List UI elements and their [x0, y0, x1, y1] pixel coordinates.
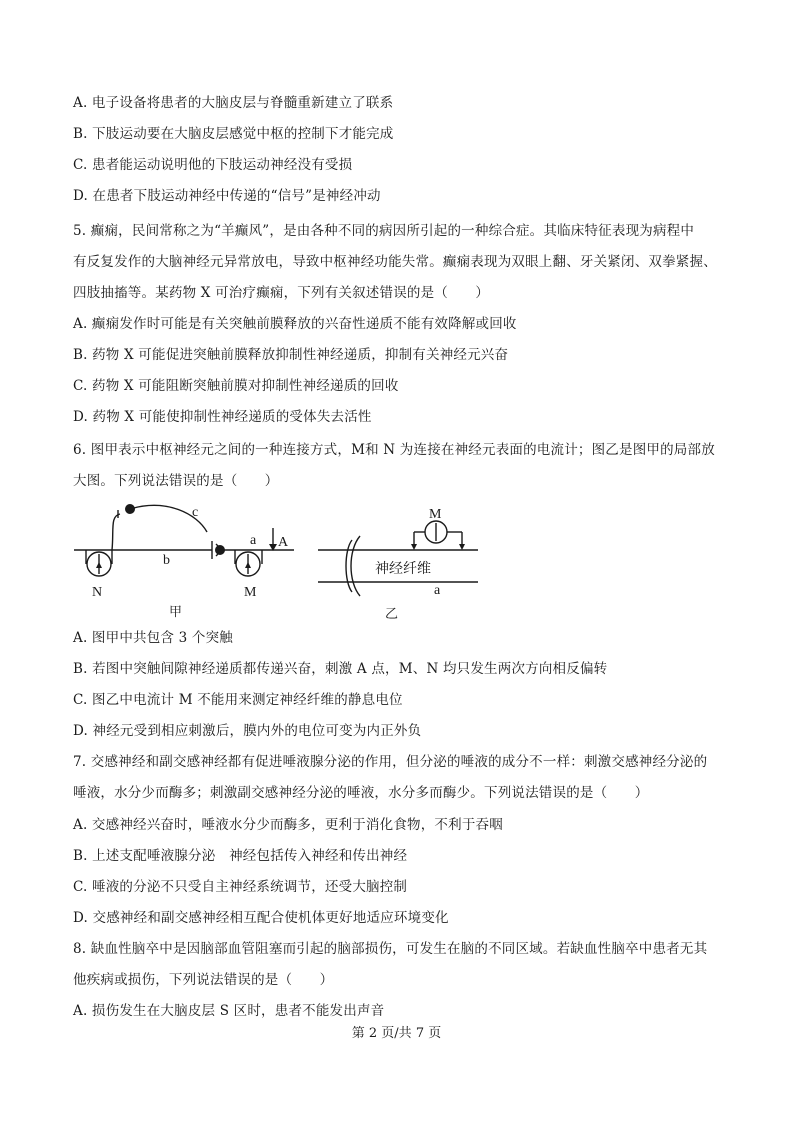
q4-option-b: B. 下肢运动要在大脑皮层感觉中枢的控制下才能完成: [73, 126, 394, 142]
soma-knob-top: [125, 504, 135, 514]
q5-stem-line3: 四肢抽搐等。某药物 X 可治疗癫痫，下列有关叙述错误的是（ ）: [73, 285, 490, 301]
label-stimulus-A: A: [278, 535, 289, 550]
q7-option-d: D. 交感神经和副交感神经相互配合使机体更好地适应环境变化: [73, 910, 449, 926]
myelin-left-2: [351, 536, 360, 596]
label-m2: M: [429, 507, 442, 522]
q7-stem-line2: 唾液，水分少而酶多；刺激副交感神经分泌的唾液，水分多而酶少。下列说法错误的是（ ）: [73, 785, 649, 801]
label-c: c: [192, 505, 199, 520]
caption-yi: 乙: [385, 607, 399, 622]
q6-option-c: C. 图乙中电流计 M 不能用来测定神经纤维的静息电位: [73, 692, 403, 708]
q5-option-d: D. 药物 X 可能使抑制性神经递质的受体失去活性: [73, 409, 372, 425]
label-b: b: [163, 553, 170, 568]
label-a2: a: [434, 583, 441, 598]
label-m: M: [244, 585, 257, 600]
q8-stem-line1: 8. 缺血性脑卒中是因脑部血管阻塞而引起的脑部损伤，可发生在脑的不同区域。若缺血性脑卒中患者无其: [73, 941, 708, 957]
q6-stem-line1: 6. 图甲表示中枢神经元之间的一种连接方式，M和 N 为连接在神经元表面的电流计；图乙是图甲的局部放: [73, 442, 715, 458]
q5-stem-line2: 有反复发作的大脑神经元异常放电，导致中枢神经功能失常。癫痫表现为双眼上翻、牙关紧闭、双拳紧握、: [73, 254, 717, 270]
q7-option-a: A. 交感神经兴奋时，唾液水分少而酶多，更利于消化食物，不利于吞咽: [73, 817, 503, 833]
page-footer: 第 2 页/共 7 页: [351, 1026, 442, 1041]
q6-option-d: D. 神经元受到相应刺激后，膜内外的电位可变为内正外负: [73, 723, 422, 739]
q4-option-d: D. 在患者下肢运动神经中传递的“信号”是神经冲动: [73, 188, 381, 204]
label-n: N: [92, 585, 103, 600]
q5-option-c: C. 药物 X 可能阻断突触前膜对抑制性神经递质的回收: [73, 378, 399, 394]
q6-option-b: B. 若图中突触间隙神经递质都传递兴奋，刺激 A 点，M、N 均只发生两次方向相反偏转: [73, 661, 608, 677]
q6-option-a: A. 图甲中共包含 3 个突触: [73, 630, 234, 646]
q4-option-a: A. 电子设备将患者的大脑皮层与脊髓重新建立了联系: [73, 95, 394, 111]
q8-stem-line2: 他疾病或损伤，下列说法错误的是（ ）: [73, 972, 334, 988]
caption-jia: 甲: [169, 605, 183, 620]
q7-option-c: C. 唾液的分泌不只受自主神经系统调节，还受大脑控制: [73, 879, 408, 895]
q7-stem-line1: 7. 交感神经和副交感神经都有促进唾液腺分泌的作用，但分泌的唾液的成分不一样：刺激交感神经分泌的: [73, 754, 708, 770]
q5-stem-line1: 5. 癫痫，民间常称之为“羊癫风”，是由各种不同的病因所引起的一种综合症。其临床特征表现为病程中: [73, 223, 695, 239]
label-nerve-fiber: 神经纤维: [375, 561, 431, 577]
q6-figure: [72, 500, 492, 622]
q5-option-b: B. 药物 X 可能促进突触前膜释放抑制性神经递质，抑制有关神经元兴奋: [73, 347, 509, 363]
synapse-knob-filled: [215, 545, 225, 555]
q5-option-a: A. 癫痫发作时可能是有关突触前膜释放的兴奋性递质不能有效降解或回收: [73, 316, 517, 332]
q8-option-a: A. 损伤发生在大脑皮层 S 区时，患者不能发出声音: [73, 1003, 385, 1019]
q6-stem-line2: 大图。下列说法错误的是（ ）: [73, 473, 279, 489]
branch-left: [112, 514, 120, 550]
q4-option-c: C. 患者能运动说明他的下肢运动神经没有受损: [73, 157, 353, 173]
q7-option-b: B. 上述支配唾液腺分泌 神经包括传入神经和传出神经: [73, 848, 408, 864]
label-a: a: [250, 533, 257, 548]
